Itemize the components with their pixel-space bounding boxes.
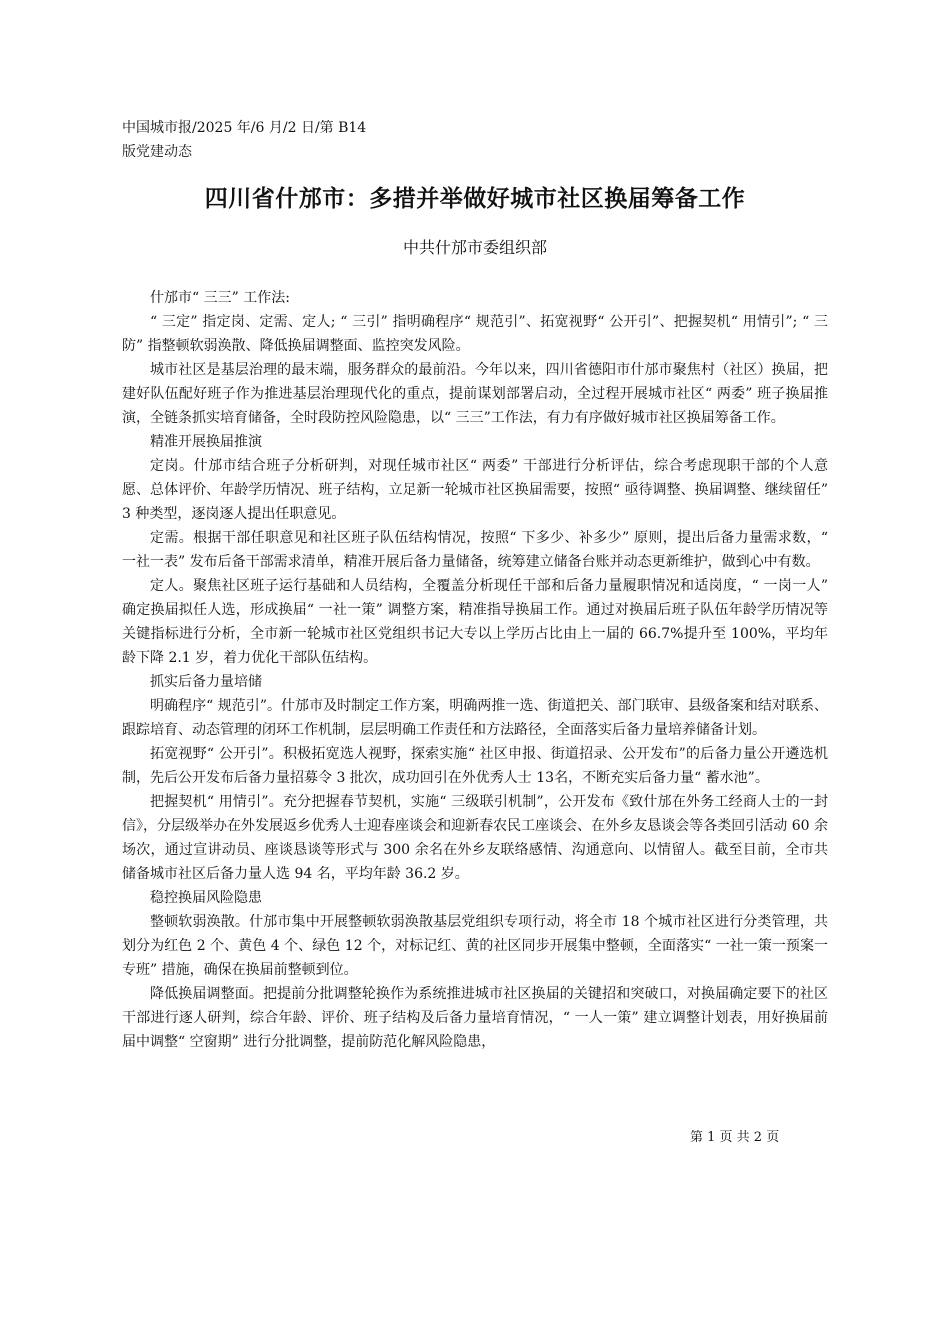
source-line-2: 版党建动态 [122,144,192,160]
article-body [122,286,828,1054]
paragraph: 城市社区是基层治理的最末端，服务群众的最前沿。今年以来，四川省德阳市什邡市聚焦村（社区）换届，把建好队伍配好班子作为推进基层治理现代化的重点，提前谋划部署启动，全过程开展城市社区“ 两委” 班子换届推演，全链条抓实培育储备，全时段防控风险隐患，以“ 三三”工作法，有力有序做好城市社区换届筹备工作。 [122,362,828,426]
paragraph: 把握契机“ 用情引”。充分把握春节契机，实施“ 三级联引机制”，公开发布《致什邡在外务工经商人士的一封信》，分层级举办在外发展返乡优秀人士迎春座谈会和迎新春农民工座谈会、在外乡友恳谈会等各类回引活动 60 余场次，通过宣讲动员、座谈恳谈等形式与 300 余名在外乡友联络感情、沟通意向、以情留人。截至目前，全市共储备城市社区后备力量人选 94 名，平均年龄 36.2 岁。 [122,794,828,882]
section-heading: 精准开展换届推演 [150,434,262,450]
source-info [122,116,822,164]
paragraph: 定需。根据干部任职意见和社区班子队伍结构情况，按照“ 下多少、补多少” 原则，提出后备力量需求数，“ 一社一表” 发布后备干部需求清单，精准开展后备力量储备，统筹建立储备台账并动态更新维护，做到心中有数。 [122,530,828,570]
paragraph: 什邡市“ 三三” 工作法: [150,290,290,306]
paragraph: 拓宽视野“ 公开引”。积极拓宽选人视野，探索实施“ 社区申报、街道招录、公开发布”的后备力量公开遴选机制，先后公开发布后备力量招募令 3 批次，成功回引在外优秀人士 13名，不断充实后备力量“ 蓄水池”。 [122,746,828,786]
source-line-1: 中国城市报/2025 年/6 月/2 日/第 B14 [122,120,367,136]
paragraph: 明确程序“ 规范引”。什邡市及时制定工作方案，明确两推一选、街道把关、部门联审、县级备案和结对联系、跟踪培育、动态管理的闭环工作机制，层层明确工作责任和方法路径，全面落实后备力量培养储备计划。 [122,698,828,738]
article-title: 四川省什邡市：多措并举做好城市社区换届筹备工作 [204,186,746,212]
paragraph: 定人。聚焦社区班子运行基础和人员结构，全覆盖分析现任干部和后备力量履职情况和适岗度，“ 一岗一人” 确定换届拟任人选，形成换届“ 一社一策” 调整方案，精准指导换届工作。通过对换届后班子队伍年龄学历情况等关键指标进行分析，全市新一轮城市社区党组织书记大专以上学历占比由上一届的 66.7%提升至 100%，平均年龄下降 2.1 岁，着力优化干部队伍结构。 [122,578,828,666]
article-author: 中共什邡市委组织部 [402,238,547,257]
page-indicator: 第 1 页 共 2 页 [690,1130,780,1145]
paragraph: “ 三定” 指定岗、定需、定人; “ 三引” 指明确程序“ 规范引”、拓宽视野“ 公开引”、把握契机“ 用情引”; “ 三防” 指整顿软弱涣散、降低换届调整面、监控突发风险。 [122,314,828,354]
section-heading: 稳控换届风险隐患 [150,890,262,906]
section-heading: 抓实后备力量培储 [150,674,262,690]
paragraph: 定岗。什邡市结合班子分析研判，对现任城市社区“ 两委” 干部进行分析评估，综合考虑现职干部的个人意愿、总体评价、年龄学历情况、班子结构，立足新一轮城市社区换届需要，按照“ 亟待调整、换届调整、继续留任” 3 种类型，逐岗逐人提出任职意见。 [122,458,828,522]
paragraph: 整顿软弱涣散。什邡市集中开展整顿软弱涣散基层党组织专项行动，将全市 18 个城市社区进行分类管理，共划分为红色 2 个、黄色 4 个、绿色 12 个，对标记红、黄的社区同步开展集中整顿，全面落实“ 一社一策一预案一专班” 措施，确保在换届前整顿到位。 [122,914,828,978]
paragraph: 降低换届调整面。把提前分批调整轮换作为系统推进城市社区换届的关键招和突破口，对换届确定要下的社区干部进行逐人研判，综合年龄、评价、班子结构及后备力量培育情况，“ 一人一策” 建立调整计划表，用好换届前届中调整“ 空窗期” 进行分批调整，提前防范化解风险隐患， [122,986,828,1050]
